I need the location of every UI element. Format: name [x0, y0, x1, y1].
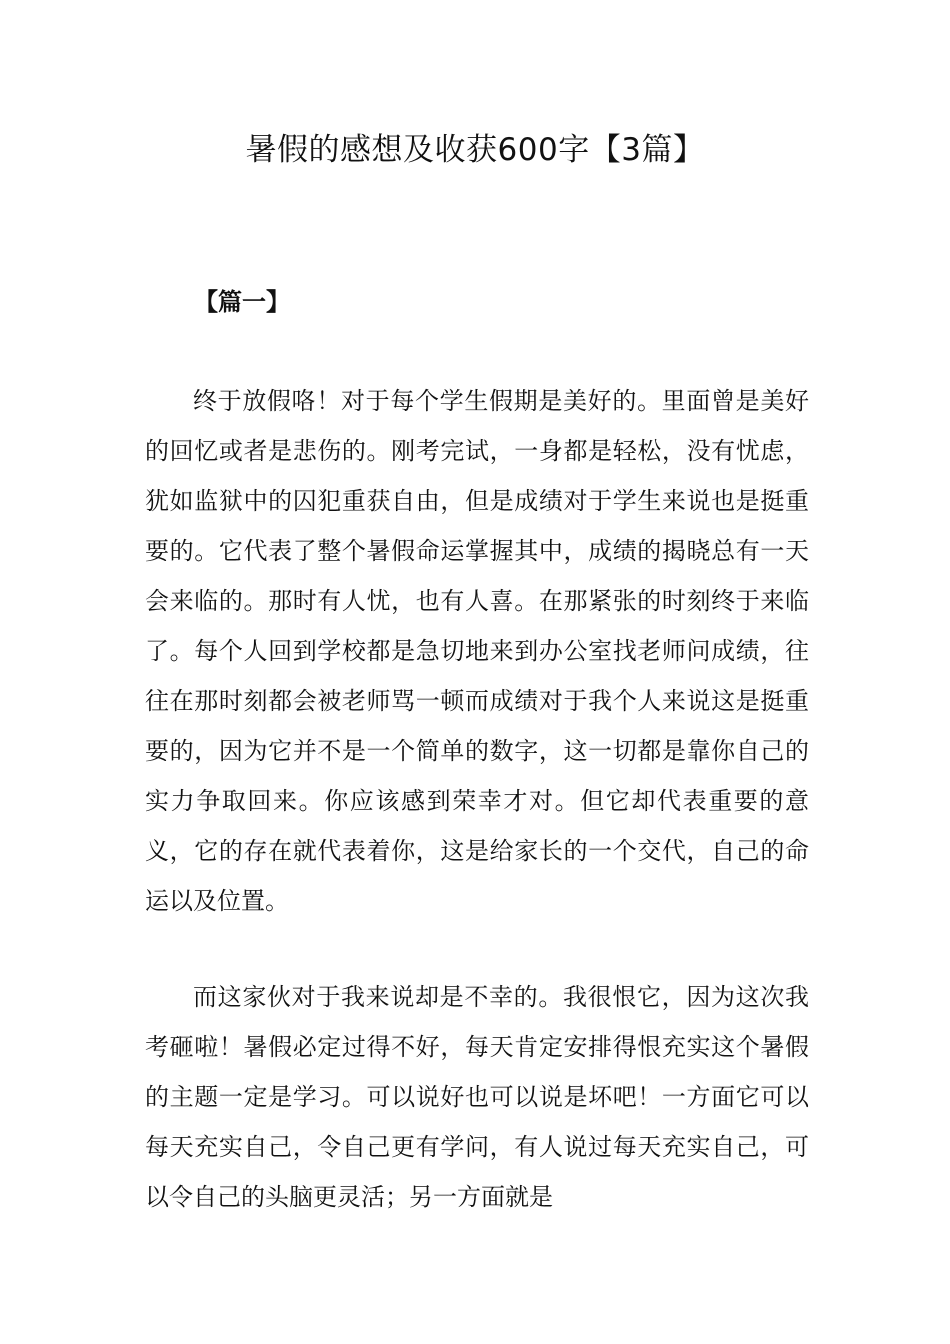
section-heading: 【篇一】: [194, 287, 290, 316]
document-title: 暑假的感想及收获600字【3篇】: [245, 132, 705, 168]
body-paragraph-1: 终于放假咯！对于每个学生假期是美好的。里面曾是美好的回忆或者是悲伤的。刚考完试，一身都是轻松，没有忧虑，犹如监狱中的囚犯重获自由，但是成绩对于学生来说也是挺重要的。它代表了整个暑假命运掌握其中，成绩的揭晓总有一天会来临的。那时有人忧，也有人喜。在那紧张的时刻终于来临了。每个人回到学校都是急切地来到办公室找老师问成绩，往往在那时刻都会被老师骂一顿而成绩对于我个人来说这是挺重要的，因为它并不是一个简单的数字，这一切都是靠你自己的实力争取回来。你应该感到荣幸才对。但它却代表重要的意义，它的存在就代表着你，这是给家长的一个交代，自己的命运以及位置。: [145, 387, 809, 915]
body-paragraph-2: 而这家伙对于我来说却是不幸的。我很恨它，因为这次我考砸啦！暑假必定过得不好，每天肯定安排得恨充实这个暑假的主题一定是学习。可以说好也可以说是坏吧！一方面它可以每天充实自己，令自己更有学问，有人说过每天充实自己，可以令自己的头脑更灵活；另一方面就是: [145, 983, 809, 1211]
